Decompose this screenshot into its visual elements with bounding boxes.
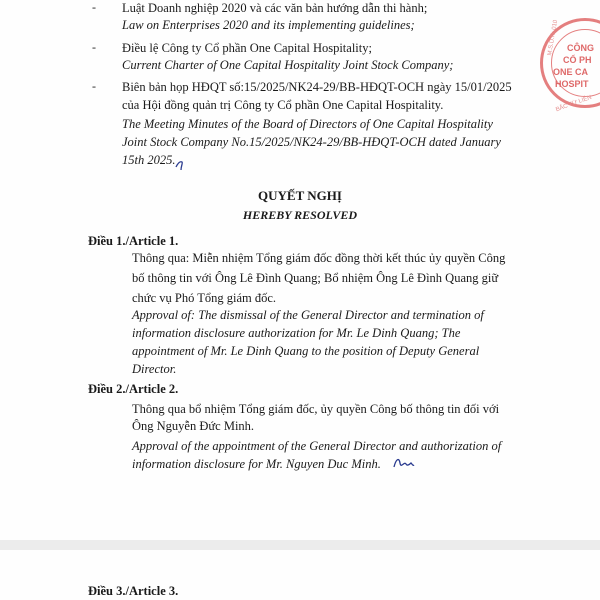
- basis-3-en-line-3: 15th 2025.: [122, 153, 176, 167]
- article-2-en-line-1: Approval of the appointment of the General Director and authorization of: [132, 439, 502, 453]
- resolution-subtitle: HEREBY RESOLVED: [242, 208, 358, 222]
- stamp-line-3: ONE CA: [553, 67, 589, 77]
- page-separator: [0, 540, 600, 550]
- stamp-line-4: HOSPIT: [555, 79, 589, 89]
- article-2-vi-line-2: Ông Nguyễn Đức Minh.: [132, 419, 255, 433]
- article-1-vi-line-2: bố thông tin với Ông Lê Đình Quang; Bổ nhiệm Ông Lê Đình Quang giữ: [132, 271, 499, 285]
- article-1-en-line-3: appointment of Mr. Le Dinh Quang to the position of Deputy General: [132, 344, 480, 358]
- article-1-en-line-4: Director.: [132, 362, 177, 376]
- article-1-en-line-2: information disclosure authorization for Mr. Le Dinh Quang; The: [132, 326, 461, 340]
- basis-3-en-line-2: Joint Stock Company No.15/2025/NK24-29/BB-HĐQT-OCH dated January: [122, 135, 501, 149]
- basis-3-vi-line-2: của Hội đồng quản trị Công ty Cổ phần One Capital Hospitality.: [122, 98, 444, 112]
- article-1-vi-line-3: chức vụ Phó Tổng giám đốc.: [132, 291, 277, 305]
- resolution-title: QUYẾT NGHỊ: [258, 188, 342, 203]
- stamp-line-1: CÔNG: [567, 43, 594, 53]
- article-3-heading: Điều 3./Article 3.: [88, 584, 179, 598]
- document-page-2: [0, 550, 600, 600]
- basis-1-vi: Luật Doanh nghiệp 2020 và các văn bản hướng dẫn thi hành;: [122, 1, 428, 15]
- article-1-en-line-1: Approval of: The dismissal of the General Director and termination of: [132, 308, 484, 322]
- basis-3-vi-line-1: Biên bản họp HĐQT số:15/2025/NK24-29/BB-HĐQT-OCH ngày 15/01/2025: [122, 80, 512, 94]
- article-2-vi-line-1: Thông qua bổ nhiệm Tổng giám đốc, ủy quyền Công bố thông tin đối với: [132, 402, 500, 416]
- initial-signature: [392, 455, 416, 473]
- bullet: -: [92, 79, 96, 93]
- basis-2-vi: Điều lệ Công ty Cổ phần One Capital Hospitality;: [122, 41, 372, 55]
- stamp-arc-bottom: BẮC TỪ LIÊN: [555, 94, 593, 114]
- stamp-line-2: CỔ PH: [563, 55, 592, 65]
- bullet: -: [92, 40, 96, 54]
- article-2-en-line-2: information disclosure for Mr. Nguyen Duc Minh.: [132, 457, 381, 471]
- company-stamp: [540, 18, 600, 114]
- basis-3-en-line-1: The Meeting Minutes of the Board of Directors of One Capital Hospitality: [122, 117, 493, 131]
- bullet: -: [92, 0, 96, 14]
- article-1-vi-line-1: Thông qua: Miễn nhiệm Tổng giám đốc đồng thời kết thúc ủy quyền Công: [132, 251, 506, 265]
- article-1-heading: Điều 1./Article 1.: [88, 234, 179, 248]
- initial-mark: [174, 158, 188, 172]
- stamp-arc-text: M.S.D.N: 010: [547, 19, 560, 57]
- article-2-heading: Điều 2./Article 2.: [88, 382, 179, 396]
- basis-2-en: Current Charter of One Capital Hospitality Joint Stock Company;: [122, 58, 454, 72]
- basis-1-en: Law on Enterprises 2020 and its implementing guidelines;: [122, 18, 415, 32]
